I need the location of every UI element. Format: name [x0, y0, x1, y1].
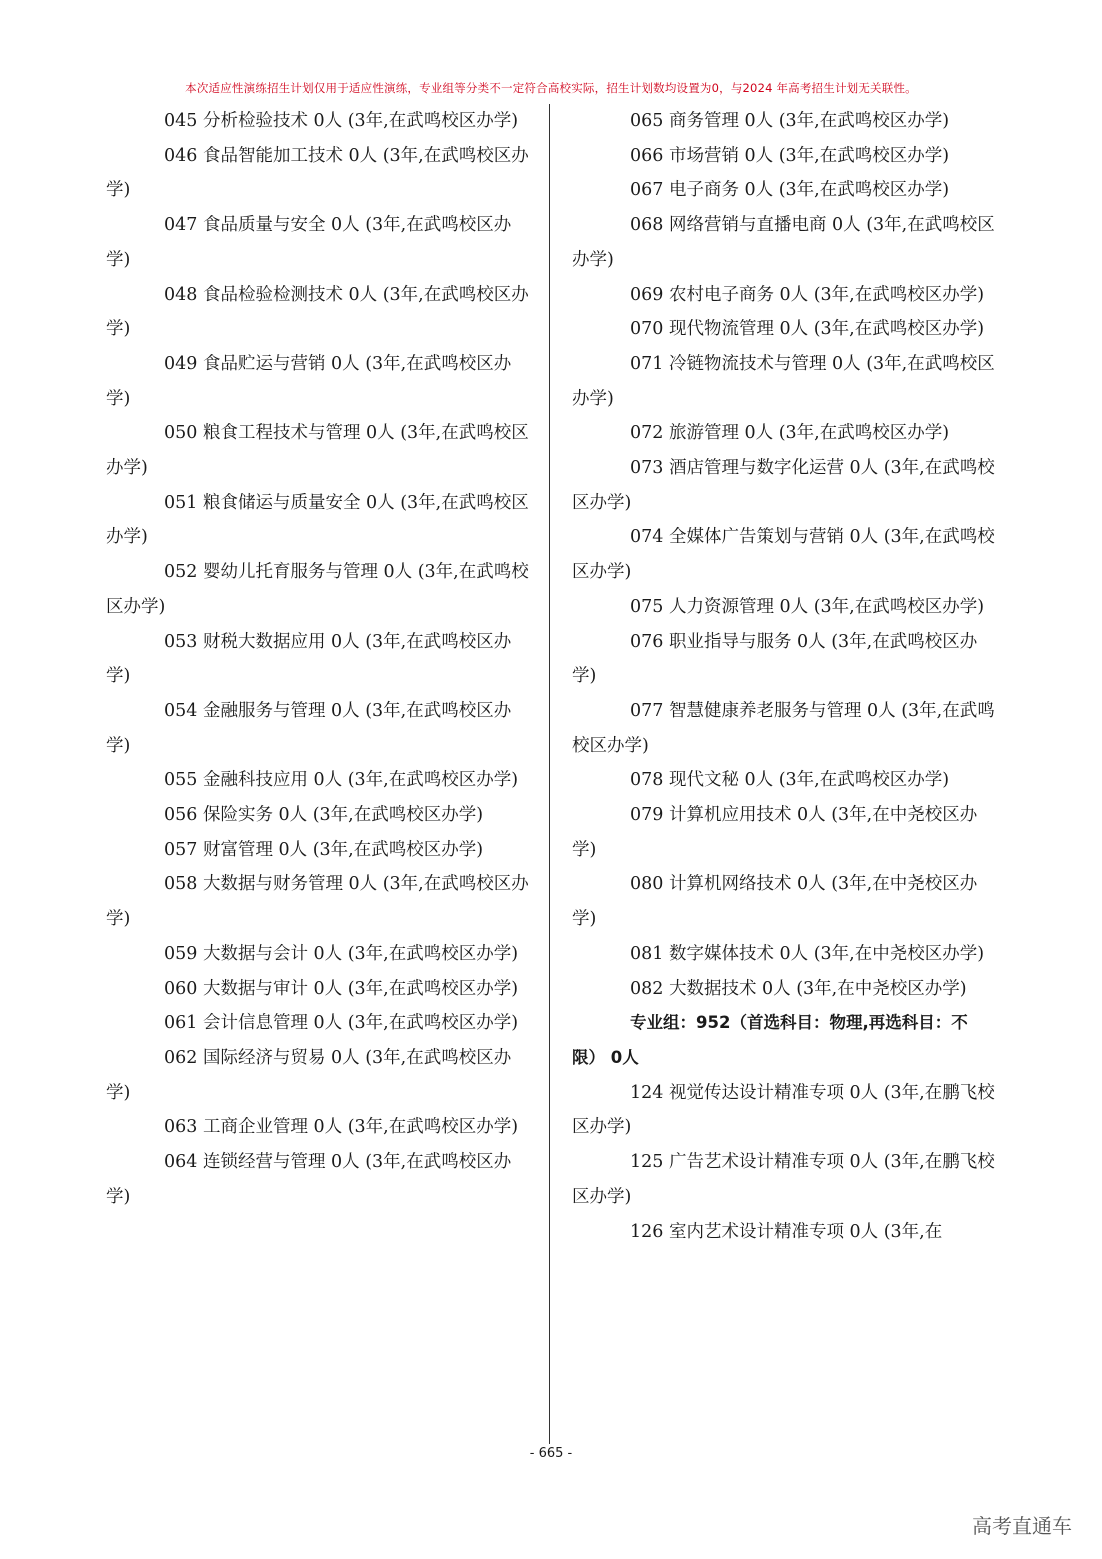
- program-entry: 072 旅游管理 0人 (3年,在武鸣校区办学): [630, 423, 950, 444]
- column-divider: [549, 104, 550, 1444]
- program-entry: 057 财富管理 0人 (3年,在武鸣校区办学): [164, 839, 484, 860]
- header-notice: 本次适应性演练招生计划仅用于适应性演练，专业组等分类不一定符合高校实际，招生计划数均设置为0，与2024 年高考招生计划无关联性。: [185, 81, 917, 95]
- program-entry: 065 商务管理 0人 (3年,在武鸣校区办学): [630, 111, 950, 131]
- program-entry: 047 食品质量与安全 0人 (3年,在武鸣校区办学): [106, 215, 512, 270]
- program-entry: 073 酒店管理与数字化运营 0人 (3年,在武鸣校区办学): [572, 458, 995, 513]
- program-entry: 058 大数据与财务管理 0人 (3年,在武鸣校区办学): [106, 874, 529, 930]
- program-entry: 059 大数据与会计 0人 (3年,在武鸣校区办学): [164, 943, 519, 964]
- program-entry: 066 市场营销 0人 (3年,在武鸣校区办学): [630, 145, 950, 166]
- program-entry: 082 大数据技术 0人 (3年,在中尧校区办学): [630, 978, 967, 999]
- program-entry: 124 视觉传达设计精准专项 0人 (3年,在鹏飞校区办学): [572, 1082, 995, 1138]
- program-entry: 076 职业指导与服务 0人 (3年,在武鸣校区办学): [572, 631, 978, 687]
- program-entry: 062 国际经济与贸易 0人 (3年,在武鸣校区办学): [106, 1047, 512, 1103]
- program-entry: 077 智慧健康养老服务与管理 0人 (3年,在武鸣校区办学): [572, 700, 995, 756]
- program-entry: 064 连锁经营与管理 0人 (3年,在武鸣校区办学): [106, 1152, 512, 1207]
- program-entry: 061 会计信息管理 0人 (3年,在武鸣校区办学): [164, 1013, 519, 1034]
- program-entry: 056 保险实务 0人 (3年,在武鸣校区办学): [164, 805, 484, 826]
- program-entry: 126 室内艺术设计精准专项 0人 (3年,在: [630, 1221, 943, 1242]
- page-number: - 665 -: [529, 1446, 573, 1461]
- program-entry: 045 分析检验技术 0人 (3年,在武鸣校区办学): [164, 111, 519, 131]
- program-entry: 046 食品智能加工技术 0人 (3年,在武鸣校区办学): [106, 145, 529, 201]
- program-entry: 055 金融科技应用 0人 (3年,在武鸣校区办学): [164, 770, 519, 791]
- program-entry: 074 全媒体广告策划与营销 0人 (3年,在武鸣校区办学): [572, 527, 995, 583]
- program-entry: 063 工商企业管理 0人 (3年,在武鸣校区办学): [164, 1117, 519, 1138]
- program-entry: 125 广告艺术设计精准专项 0人 (3年,在鹏飞校区办学): [572, 1152, 995, 1207]
- program-entry: 048 食品检验检测技术 0人 (3年,在武鸣校区办学): [106, 284, 529, 340]
- program-entry: 051 粮食储运与质量安全 0人 (3年,在武鸣校区办学): [106, 492, 529, 548]
- program-entry: 080 计算机网络技术 0人 (3年,在中尧校区办学): [572, 874, 978, 930]
- program-entry: 069 农村电子商务 0人 (3年,在武鸣校区办学): [630, 284, 985, 305]
- program-entry: 049 食品贮运与营销 0人 (3年,在武鸣校区办学): [106, 353, 512, 409]
- program-entry: 060 大数据与审计 0人 (3年,在武鸣校区办学): [164, 978, 519, 999]
- program-entry: 068 网络营销与直播电商 0人 (3年,在武鸣校区办学): [572, 215, 995, 270]
- program-entry: 078 现代文秘 0人 (3年,在武鸣校区办学): [630, 770, 950, 791]
- program-entry: 071 冷链物流技术与管理 0人 (3年,在武鸣校区办学): [572, 353, 995, 409]
- program-entry: 079 计算机应用技术 0人 (3年,在中尧校区办学): [572, 805, 978, 860]
- program-entry: 067 电子商务 0人 (3年,在武鸣校区办学): [630, 180, 950, 201]
- group-heading: 专业组：952（首选科目：物理,再选科目：不限） 0人: [572, 1013, 968, 1067]
- program-entry: 054 金融服务与管理 0人 (3年,在武鸣校区办学): [106, 700, 512, 756]
- program-entry: 070 现代物流管理 0人 (3年,在武鸣校区办学): [630, 319, 985, 340]
- program-entry: 052 婴幼儿托育服务与管理 0人 (3年,在武鸣校区办学): [106, 562, 529, 617]
- program-entry: 075 人力资源管理 0人 (3年,在武鸣校区办学): [630, 596, 985, 617]
- corner-watermark: 高考直通车: [972, 1514, 1072, 1538]
- left-column: [106, 104, 531, 1215]
- right-column: [572, 104, 997, 1249]
- program-entry: 053 财税大数据应用 0人 (3年,在武鸣校区办学): [106, 631, 512, 687]
- program-entry: 050 粮食工程技术与管理 0人 (3年,在武鸣校区办学): [106, 423, 529, 479]
- program-entry: 081 数字媒体技术 0人 (3年,在中尧校区办学): [630, 943, 985, 964]
